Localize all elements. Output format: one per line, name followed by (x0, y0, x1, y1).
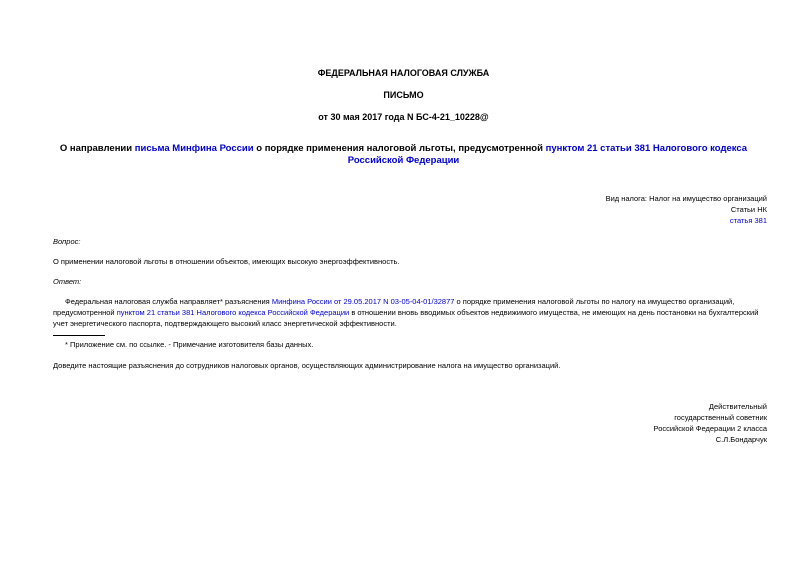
signature-block (654, 401, 767, 445)
answer-label: Ответ: (53, 277, 82, 286)
footnote-divider (53, 335, 105, 336)
document-subject (40, 143, 767, 167)
minfin-letter-ref-link[interactable]: Минфина России от 29.05.2017 N 03-05-04-01/32877 (271, 297, 455, 306)
signature-line-2: государственный советник (674, 413, 767, 422)
tax-code-article-link[interactable]: пунктом 21 статьи 381 Налогового кодекса Российской Федерации (347, 143, 748, 166)
footnote-text: * Приложение см. по ссылке. - Примечание изготовителя базы данных. (65, 340, 314, 349)
subject-text-2: о порядке применения налоговой льготы, предусмотренной (253, 143, 546, 154)
document-type: ПИСЬМО (383, 90, 424, 100)
document-meta (606, 193, 767, 226)
answer-paragraph (53, 296, 767, 329)
signature-line-3: Российской Федерации 2 класса (653, 424, 767, 433)
answer-text-2: о порядке применения налоговой льготы по налогу на имущество организаций, предусмотренной (53, 297, 735, 317)
signature-line-1: Действительный (708, 402, 767, 411)
answer-text-1: Федеральная налоговая служба направляет* разъяснения (65, 297, 272, 306)
agency-title: ФЕДЕРАЛЬНАЯ НАЛОГОВАЯ СЛУЖБА (317, 68, 490, 78)
question-label: Вопрос: (53, 237, 81, 246)
articles-label: Статьи НК (730, 205, 767, 214)
closing-text: Доведите настоящие разъяснения до сотрудников налоговых органов, осуществляющих администрирование налога на имущество организаций. (53, 361, 561, 370)
article-381-link[interactable]: статья 381 (729, 216, 767, 225)
signature-line-4: С.Л.Бондарчук (715, 435, 767, 444)
answer-text-3: в отношении вновь вводимых объектов недвижимого имущества, не имеющих на день постановки на бухгалтерский учет энергетического паспорта, подтверждающего высокий класс энергетической эффективности. (53, 308, 759, 328)
tax-type-label: Вид налога: Налог на имущество организаций (605, 194, 767, 203)
subject-text-1: О направлении (59, 143, 135, 154)
document-date-number: от 30 мая 2017 года N БС-4-21_10228@ (318, 112, 489, 122)
tax-code-clause-link[interactable]: пунктом 21 статьи 381 Налогового кодекса Российской Федерации (116, 308, 350, 317)
question-text: О применении налоговой льготы в отношении объектов, имеющих высокую энергоэффективность. (53, 257, 400, 266)
minfin-letter-link[interactable]: письма Минфина России (134, 143, 254, 154)
